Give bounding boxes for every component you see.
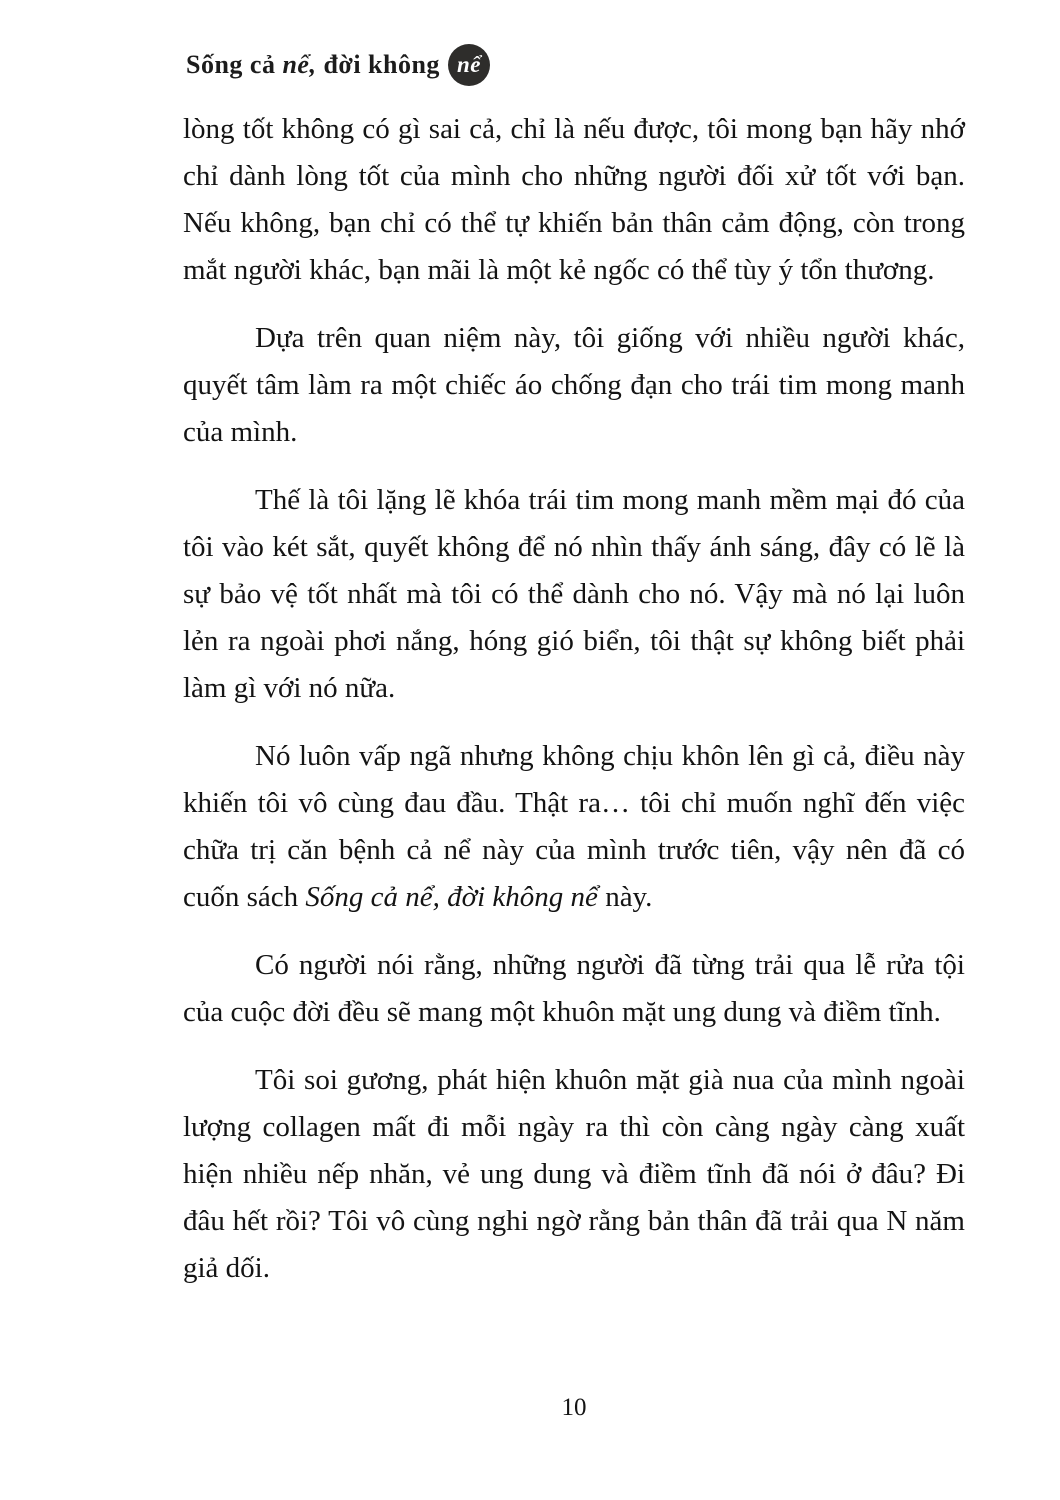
header-title-run: đời không: [316, 50, 440, 79]
page-number: 10: [561, 1394, 587, 1421]
paragraph: [183, 477, 965, 712]
body-text: [183, 106, 965, 1313]
paragraph: [183, 942, 965, 1036]
header-badge-label: nể: [456, 52, 481, 77]
paragraph: [183, 315, 965, 456]
text-run: Thế là tôi lặng lẽ khóa trái tim mong manh mềm mại đó của tôi vào két sắt, quyết không để nó nhìn thấy ánh sáng, đây có lẽ là sự bảo vệ tốt nhất mà tôi có thể dành cho nó. Vậy mà nó lại luôn lẻn ra ngoài phơi nắng, hóng gió biển, tôi thật sự không biết phải làm gì với nó nữa.: [183, 484, 965, 704]
text-run: Có người nói rằng, những người đã từng trải qua lễ rửa tội của cuộc đời đều sẽ mang một khuôn mặt ung dung và điềm tĩnh.: [183, 949, 965, 1028]
header-badge: [448, 44, 490, 86]
header-title-run: Sống cả: [186, 50, 283, 79]
header-title: [186, 50, 440, 80]
text-run: này.: [597, 881, 653, 913]
page-header: [186, 44, 490, 86]
book-title-run: Sống cả nể, đời không nể: [305, 881, 598, 913]
paragraph: [183, 733, 965, 921]
text-run: Tôi soi gương, phát hiện khuôn mặt già nua của mình ngoài lượng collagen mất đi mỗi ngày ra thì còn càng ngày càng xuất hiện nhiều nếp nhăn, vẻ ung dung và điềm tĩnh đã nói ở đâu? Đi đâu hết rồi? Tôi vô cùng nghi ngờ rằng bản thân đã trải qua N năm giả dối.: [183, 1064, 965, 1284]
header-title-run: nể,: [282, 50, 317, 79]
paragraph: [183, 1057, 965, 1292]
text-run: Nó luôn vấp ngã nhưng không chịu khôn lên gì cả, điều này khiến tôi vô cùng đau đầu. Thật ra… tôi chỉ muốn nghĩ đến việc chữa trị căn bệnh cả nể này của mình trước tiên, vậy nên đã có cuốn sách: [183, 740, 965, 913]
paragraph: [183, 106, 965, 294]
text-run: lòng tốt không có gì sai cả, chỉ là nếu được, tôi mong bạn hãy nhớ chỉ dành lòng tốt của mình cho những người đối xử tốt với bạn. Nếu không, bạn chỉ có thể tự khiến bản thân cảm động, còn trong mắt người khác, bạn mãi là một kẻ ngốc có thể tùy ý tổn thương.: [183, 113, 965, 286]
text-run: Dựa trên quan niệm này, tôi giống với nhiều người khác, quyết tâm làm ra một chiếc áo chống đạn cho trái tim mong manh của mình.: [183, 322, 965, 448]
